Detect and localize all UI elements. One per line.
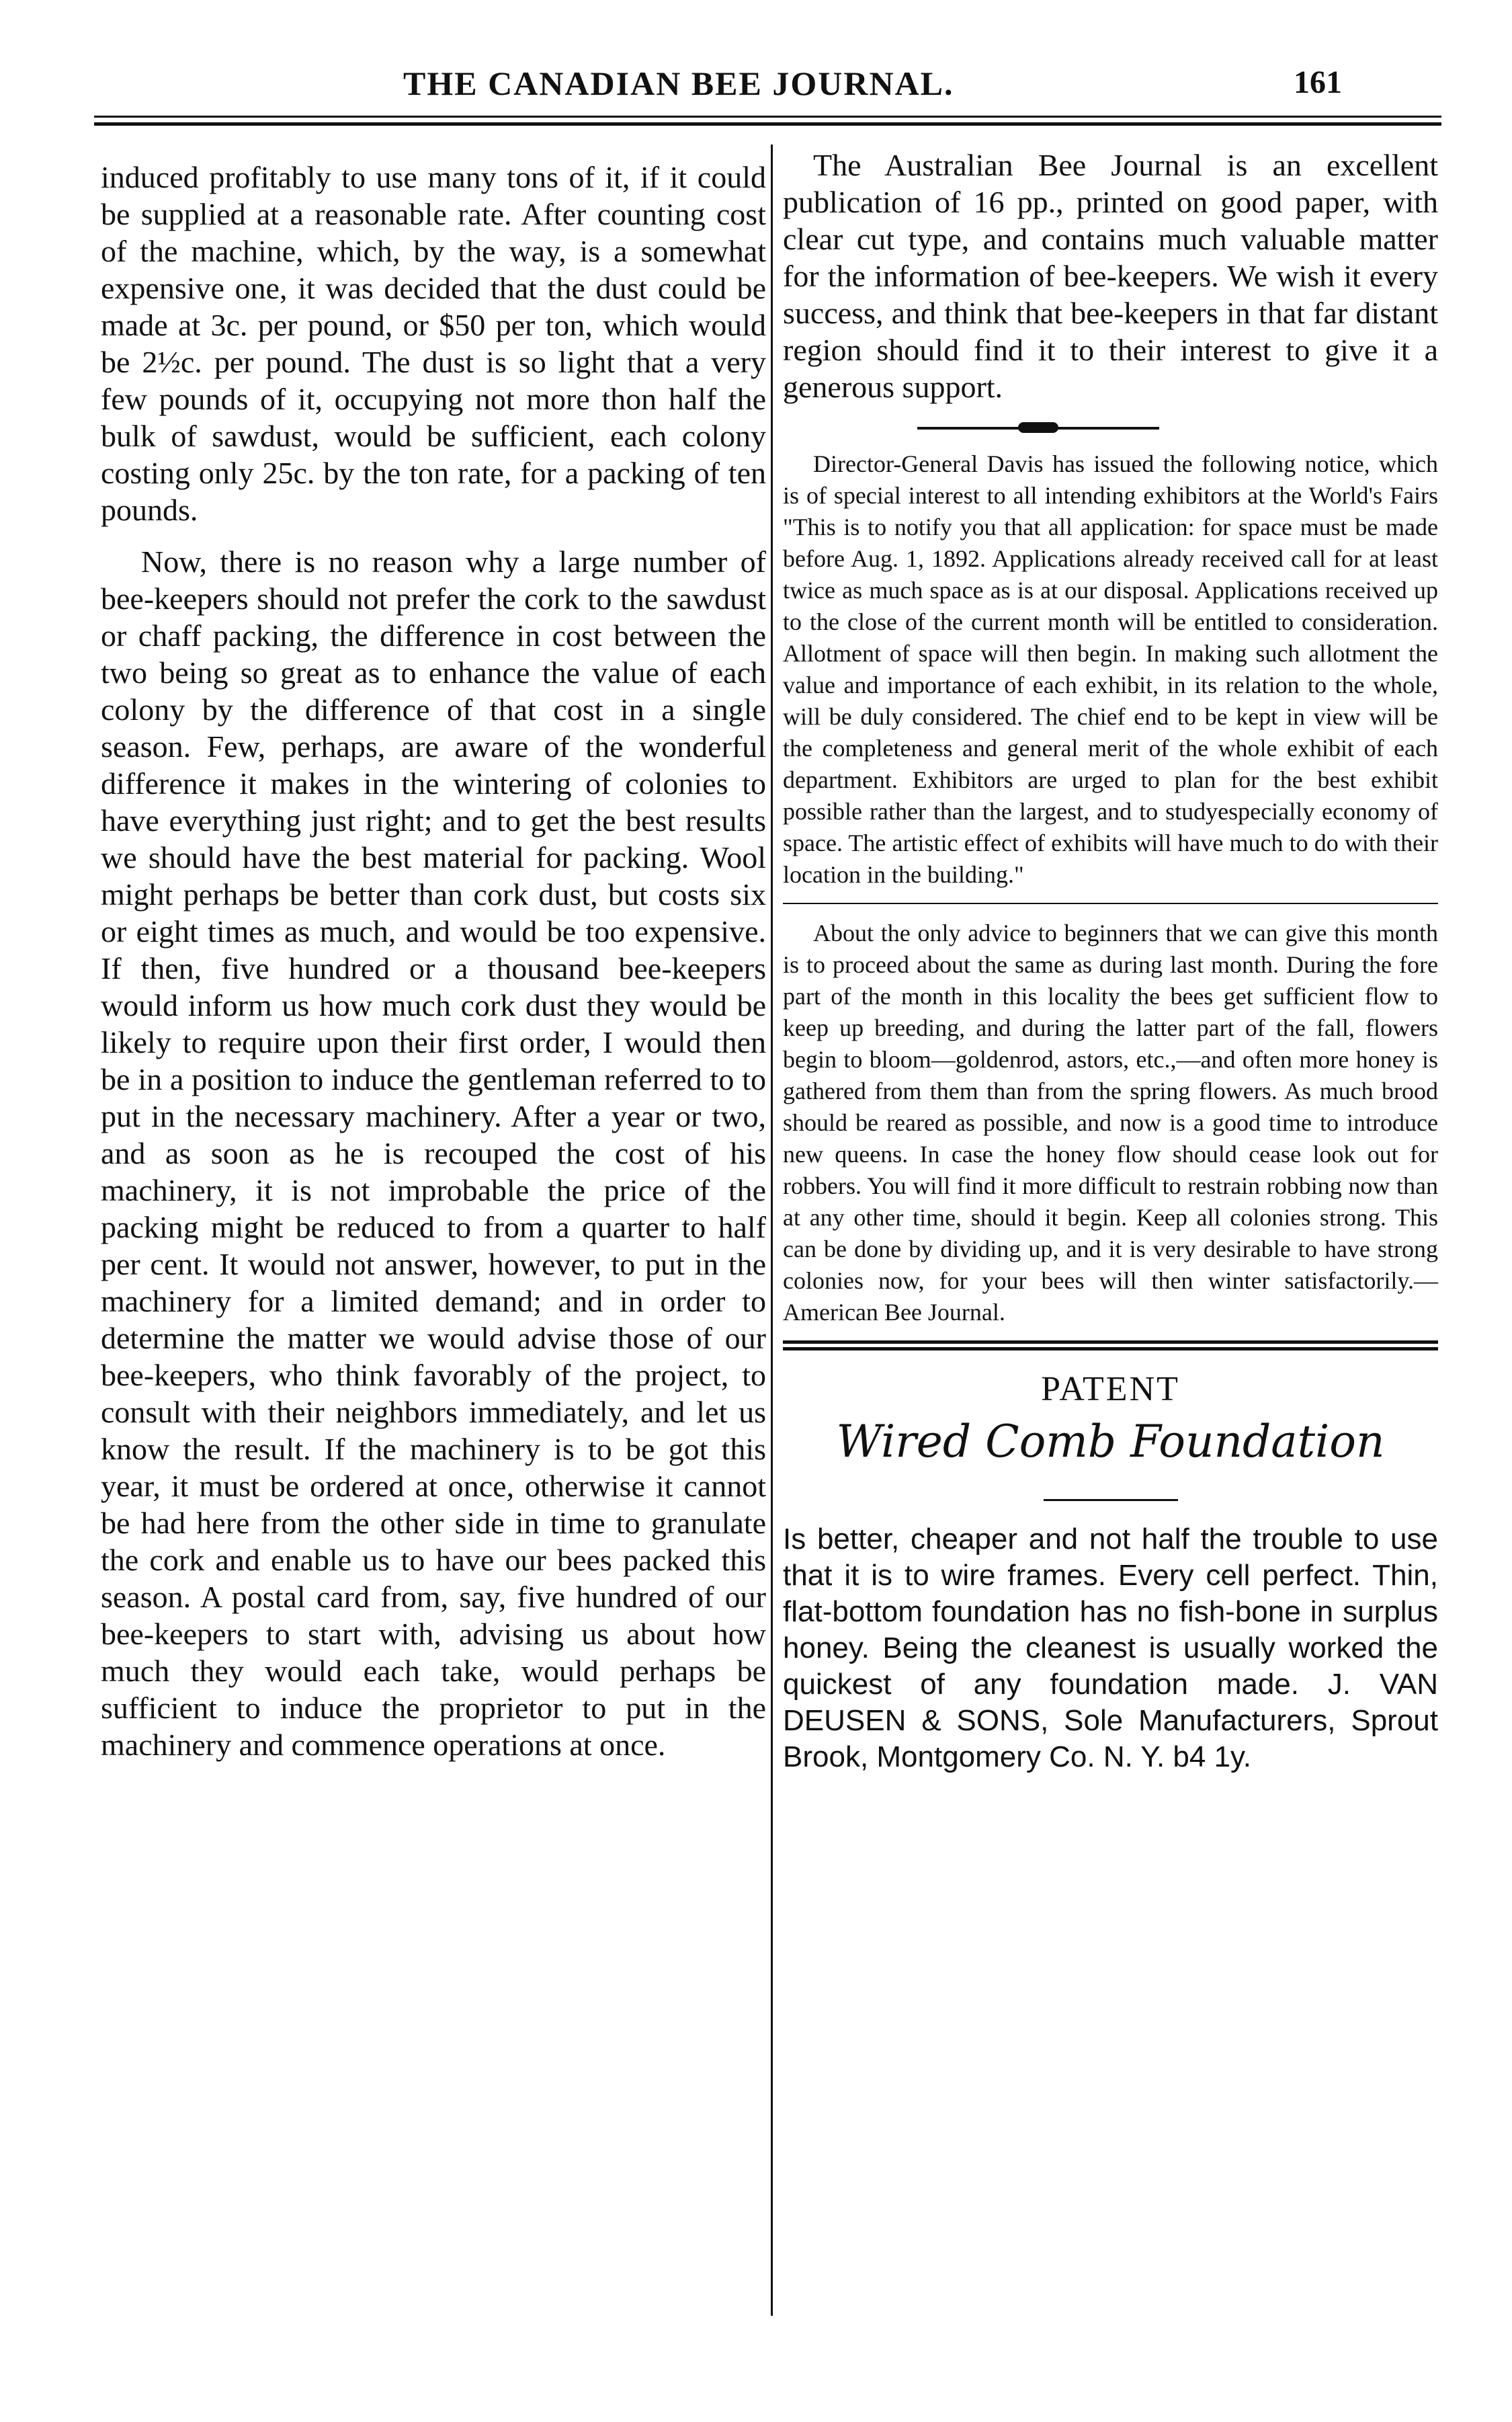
- cork-dust-paragraph: induced profitably to use many tons of it, if it could be supplied at a reasonable rate. After counting cost of the machine, which, by the way, is a somewhat expensive one, it was decided that the dust could be made at 3c. per pound, or $50 per ton, which would be 2½c. per pound. The dust is so light that a very few pounds of it, occupying not more thon half the bulk of sawdust, would be sufficient, each colony costing only 25c. by the ton rate, for a packing of ten pounds.: [101, 160, 766, 527]
- advertisement-body: Is better, cheaper and not half the trouble to use that it is to wire frames. Every cell perfect. Thin, flat-bottom foundation has no fish-bone in surplus honey. Being the cleanest is usually worked the quickest of any foundation made. J. VAN DEUSEN & SONS, Sole Manufacturers, Sprout Brook, Montgomery Co. N. Y. b4 1y.: [783, 1523, 1438, 1773]
- advertisement-border-line: [783, 1340, 1438, 1344]
- page-number: 161: [1294, 65, 1342, 100]
- ornamental-divider-flourish: [1018, 422, 1058, 433]
- advertisement: [783, 1369, 1438, 1775]
- header-rule-thick: [94, 122, 1441, 126]
- section-divider: [783, 903, 1438, 904]
- worlds-fair-notice: Director-General Davis has issued the following notice, which is of special interest to all intending exhibitors at the World's Fairs "This is to notify you that all application: for space must be made before Aug. 1, 1892. Applications already received call for at least twice as much space as is at our disposal. Applications received up to the close of the current month will be entitled to consideration. Allotment of space will then begin. In making such allotment the value and importance of each exhibit, in its relation to the whole, will be duly considered. The chief end to be kept in view will be the completeness and general merit of the whole exhibit of each department. Exhibitors are urged to plan for the best exhibit possible rather than the largest, and to studyespecially economy of space. The artistic effect of exhibits will have much to do with their location in the building.": [783, 450, 1438, 888]
- header-rule-thin: [94, 116, 1441, 118]
- advertisement-label: PATENT: [1041, 1370, 1180, 1408]
- packing-paragraph: Now, there is no reason why a large number of bee-keepers should not prefer the cork to the sawdust or chaff packing, the difference in cost between the two being so great as to enhance the value of each colony by the difference of that cost in a single season. Few, perhaps, are aware of the wonderful difference it makes in the wintering of colonies to have everything just right; and to get the best results we should have the best material for packing. Wool might perhaps be better than cork dust, but costs six or eight times as much, and would be too expensive. If then, five hundred or a thousand bee-keepers would inform us how much cork dust they would be likely to require upon their first order, I would then be in a position to induce the gentleman referred to to put in the necessary machinery. After a year or two, and as soon as he is recouped the cost of his machinery, it is not improbable the price of the packing might be reduced to from a quarter to half per cent. It would not answer, however, to put in the machinery for a limited demand; and in order to determine the matter we would advise those of our bee-keepers, who think favorably of the project, to consult with their neighbors immediately, and let us know the result. If the machinery is to be got this year, it must be ordered at once, otherwise it cannot be had here from the other side in time to granulate the cork and enable us to have our bees packed this season. A postal card from, say, five hundred of our bee-keepers to start with, advising us about how much they would each take, would perhaps be sufficient to induce the proprietor to put in the machinery and commence operations at once.: [101, 544, 766, 1762]
- advertisement-title: Wired Comb Foundation: [836, 1416, 1385, 1467]
- running-head: THE CANADIAN BEE JOURNAL.: [403, 65, 954, 102]
- left-column: [101, 159, 766, 1763]
- advertisement-border: [783, 1340, 1438, 1350]
- australian-bee-journal-notice: The Australian Bee Journal is an excellent publication of 16 pp., printed on good paper, with clear cut type, and contains much valuable matter for the information of bee-keepers. We wish it every success, and think that bee-keepers in that far distant region should find it to their interest to give it a generous support.: [783, 148, 1438, 404]
- advertisement-border-line: [783, 1347, 1438, 1350]
- right-column: [783, 147, 1438, 1775]
- ornamental-divider: [783, 420, 1438, 436]
- column-divider: [771, 145, 773, 2316]
- beginners-advice: About the only advice to beginners that we can give this month is to proceed about the same as during last month. During the fore part of the month in this locality the bees get sufficient flow to keep up breeding, and during the latter part of the fall, flowers begin to bloom—goldenrod, astors, etc.,—and often more honey is gathered from them than from the spring flowers. As much brood should be reared as possible, and now is a good time to introduce new queens. In case the honey flow should cease look out for robbers. You will find it more difficult to restrain robbing now than at any other time, should it begin. Keep all colonies strong. This can be done by dividing up, and it is very desirable to have strong colonies now, for your bees will then winter satisfactorily.—American Bee Journal.: [783, 920, 1438, 1326]
- advertisement-rule: [1044, 1499, 1178, 1501]
